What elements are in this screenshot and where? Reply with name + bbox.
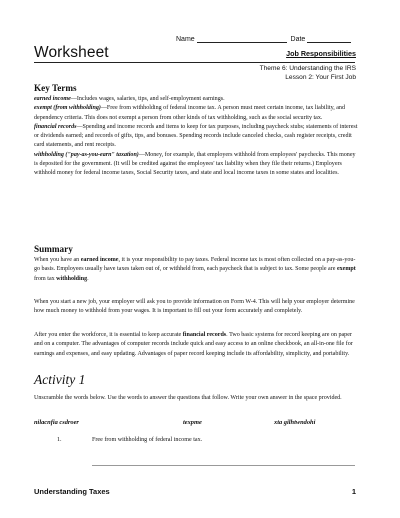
lesson-label: Lesson 2: Your First Job [285, 74, 356, 81]
scrambled-word-3: xta gilhtwndohi [274, 419, 316, 426]
question-number: 1. [57, 437, 62, 443]
page-number: 1 [351, 487, 356, 496]
name-field[interactable] [197, 35, 287, 43]
theme-label: Theme 6: Understanding the IRS [259, 65, 356, 72]
term-financial-records: financial records—Spending and income records and items to keep for tax purposes, including paycheck stubs; statements of interest or dividends earned; and records of gifts, tips, and bonuses. Spending records include canceled checks, cash register receipts, credit card statements, and rent receipts. [34, 123, 358, 149]
name-date-line [176, 35, 351, 43]
date-label: Date [290, 36, 306, 43]
worksheet-title: Worksheet [34, 44, 109, 61]
term-earned-income: earned income—Includes wages, salaries, tips, and self-employment earnings. [34, 96, 225, 102]
key-terms-heading: Key Terms [34, 83, 77, 93]
summary-paragraph-1: When you have an earned income, it is your responsibility to pay taxes. Federal income tax is most often collected on a pay-as-you-go basis. Employees usually have taxes taken out of, or withheld from, each paycheck that is subject to tax. Some people are exempt from tax withholding. [34, 257, 356, 282]
header-rule [34, 62, 355, 63]
summary-paragraph-3: After you enter the workforce, it is essential to keep accurate financial records. Two basic systems for record keeping are on paper and on a computer. The advantages of computer records include quick and easy access to an online checkbook, an all-in-one file for earnings and expenses, and easy updating. Advantages of paper record keeping include its affordability, simplicity, and portability. [34, 332, 353, 357]
key-terms-list [34, 95, 358, 179]
term-withholding: withholding ("pay-as-you-earn" taxation)—Money, for example, that employers withhold from employees' paychecks. This money is deposited for the government. (It will be credited against the employees' tax liability when they file their returns.) Employers withhold money for federal income taxes, Social Security taxes, and state and local income taxes in some states and localities. [34, 151, 356, 177]
summary-heading: Summary [34, 244, 73, 254]
activity-instructions: Unscramble the words below. Use the words to answer the questions that follow. Write your own answer in the space provided. [34, 395, 342, 401]
footer-title: Understanding Taxes [34, 487, 110, 496]
question-1 [57, 437, 202, 443]
scrambled-word-2: texpme [183, 419, 202, 426]
scrambled-word-1: nilacnfia csdroer [34, 419, 79, 426]
name-label: Name [176, 36, 195, 43]
activity-heading: Activity 1 [34, 372, 86, 387]
summary-paragraph-2: When you start a new job, your employer will ask you to provide information on Form W-4. This will help your employer determine how much money to withhold from your wages. It is important to fill out your form accurately and completely. [34, 299, 355, 315]
term-exempt: exempt (from withholding)—Free from withholding of federal income tax. A person must meet certain income, tax liability, and dependency criteria. This does not exempt a person from other kinds of tax withholding, such as the social security tax. [34, 105, 345, 121]
answer-line[interactable] [92, 465, 355, 466]
worksheet-topic: Job Responsibilities [286, 49, 356, 58]
date-field[interactable] [307, 35, 351, 43]
question-text: Free from withholding of federal income tax. [92, 437, 203, 443]
